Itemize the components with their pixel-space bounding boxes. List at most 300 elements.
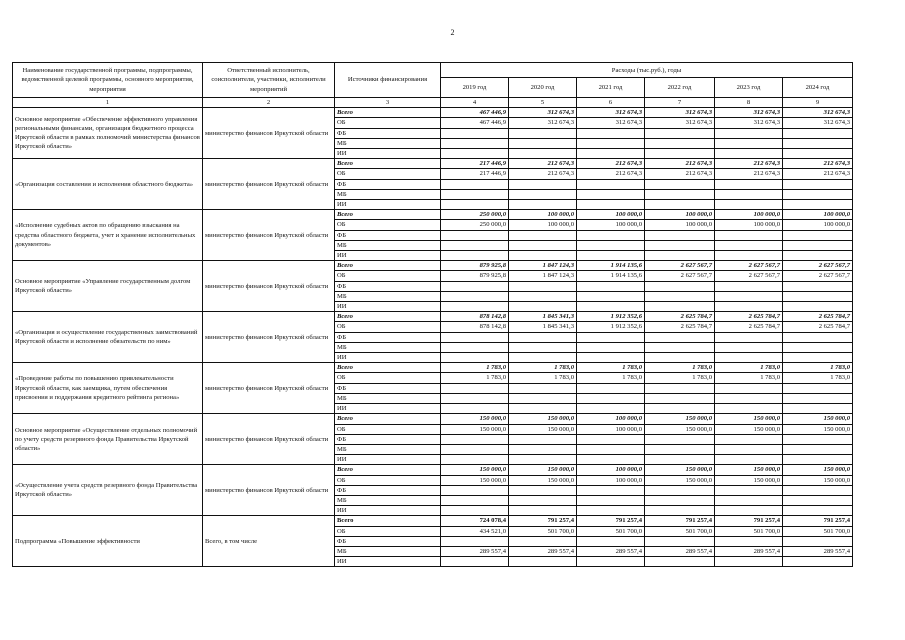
expense-value: 1 783,0 (577, 373, 645, 383)
funding-source: ИИ (335, 251, 441, 261)
expense-value (441, 444, 509, 454)
expense-value (645, 332, 715, 342)
expense-value: 150 000,0 (509, 465, 577, 475)
expense-value (509, 189, 577, 199)
expense-value (441, 557, 509, 567)
funding-source: ФБ (335, 281, 441, 291)
expense-value (577, 506, 645, 516)
expense-value: 212 674,3 (715, 169, 783, 179)
expense-value (509, 353, 577, 363)
funding-source: ИИ (335, 200, 441, 210)
subprogram-total-label: Всего, в том числе (203, 516, 335, 567)
expense-value: 1 783,0 (509, 373, 577, 383)
expense-value (577, 128, 645, 138)
table-row (13, 414, 853, 424)
expense-value: 212 674,3 (509, 159, 577, 169)
expense-value: 150 000,0 (645, 475, 715, 485)
expense-value (441, 240, 509, 250)
expense-value (645, 495, 715, 505)
expense-value: 791 257,4 (577, 516, 645, 526)
column-number: 4 (441, 98, 509, 108)
expense-value: 501 700,0 (577, 526, 645, 536)
expense-value: 212 674,3 (783, 169, 853, 179)
expense-value (783, 557, 853, 567)
responsible-executor: министерство финансов Иркутской области (203, 261, 335, 312)
expense-value (577, 495, 645, 505)
table-row (13, 210, 853, 220)
expense-value (715, 189, 783, 199)
expense-value: 150 000,0 (441, 424, 509, 434)
expense-value: 878 142,8 (441, 322, 509, 332)
expense-value (441, 455, 509, 465)
expense-value (441, 200, 509, 210)
expense-value (783, 138, 853, 148)
expense-value (715, 444, 783, 454)
funding-source: Всего (335, 465, 441, 475)
expense-value: 150 000,0 (715, 414, 783, 424)
expense-value: 212 674,3 (783, 159, 853, 169)
expense-value (441, 332, 509, 342)
header-year-2020: 2020 год (509, 78, 577, 98)
expense-value: 2 625 784,7 (783, 312, 853, 322)
expense-value (577, 353, 645, 363)
expense-value: 150 000,0 (509, 475, 577, 485)
header-row-1 (13, 63, 853, 78)
expense-value: 100 000,0 (645, 210, 715, 220)
header-column-numbers (13, 98, 853, 108)
header-year-2023: 2023 год (715, 78, 783, 98)
column-number: 7 (645, 98, 715, 108)
activity-name: Основное мероприятие «Осуществление отдельных полномочий по учету средств резервного фонда Правительства Иркутской области» (13, 414, 203, 465)
funding-source: ИИ (335, 302, 441, 312)
expense-value: 150 000,0 (715, 424, 783, 434)
responsible-executor: министерство финансов Иркутской области (203, 414, 335, 465)
expense-value (715, 179, 783, 189)
header-name: Наименование государственной программы, подпрограммы, ведомственной целевой программы, основного мероприятия, мероприятия (13, 63, 203, 98)
expense-value (509, 230, 577, 240)
expense-value (783, 444, 853, 454)
expense-value: 2 625 784,7 (715, 312, 783, 322)
funding-source: ИИ (335, 149, 441, 159)
expense-value: 312 674,3 (645, 118, 715, 128)
expense-value: 878 142,8 (441, 312, 509, 322)
expense-value (783, 189, 853, 199)
expense-value (645, 281, 715, 291)
expense-value (577, 200, 645, 210)
expense-value (715, 302, 783, 312)
expense-value: 467 446,9 (441, 118, 509, 128)
expense-value: 250 000,0 (441, 210, 509, 220)
expense-value (645, 230, 715, 240)
expense-value (441, 485, 509, 495)
expense-value: 150 000,0 (783, 424, 853, 434)
expense-value (441, 138, 509, 148)
expense-value (441, 149, 509, 159)
expense-value: 1 912 352,6 (577, 312, 645, 322)
expense-value (441, 495, 509, 505)
expense-value (715, 291, 783, 301)
expense-value: 150 000,0 (509, 414, 577, 424)
funding-source: МБ (335, 240, 441, 250)
expense-value: 150 000,0 (509, 424, 577, 434)
expense-value (441, 251, 509, 261)
column-number: 2 (203, 98, 335, 108)
expense-value (577, 434, 645, 444)
funding-source: ИИ (335, 506, 441, 516)
column-number: 8 (715, 98, 783, 108)
expense-value (441, 404, 509, 414)
funding-source: МБ (335, 342, 441, 352)
expense-value (441, 393, 509, 403)
expense-value (645, 557, 715, 567)
activity-name: Основное мероприятие «Управление государственным долгом Иркутской области» (13, 261, 203, 312)
expense-value (577, 342, 645, 352)
expense-value (783, 404, 853, 414)
expense-value: 100 000,0 (577, 210, 645, 220)
expense-value (441, 302, 509, 312)
expense-value (645, 455, 715, 465)
funding-source: ОБ (335, 424, 441, 434)
expense-value (509, 179, 577, 189)
funding-source: МБ (335, 189, 441, 199)
expense-value (509, 342, 577, 352)
expense-value: 1 912 352,6 (577, 322, 645, 332)
expense-value: 791 257,4 (645, 516, 715, 526)
expense-value: 100 000,0 (577, 424, 645, 434)
table-row (13, 516, 853, 526)
expense-value (441, 342, 509, 352)
expense-value (715, 230, 783, 240)
expense-value (783, 393, 853, 403)
funding-source: Всего (335, 261, 441, 271)
activity-name: «Организация составления и исполнения областного бюджета» (13, 159, 203, 210)
expense-value: 1 783,0 (577, 363, 645, 373)
expense-value: 312 674,3 (783, 118, 853, 128)
expense-value: 501 700,0 (715, 526, 783, 536)
funding-source: Всего (335, 363, 441, 373)
responsible-executor: министерство финансов Иркутской области (203, 363, 335, 414)
table-row (13, 159, 853, 169)
activity-name: Основное мероприятие «Обеспечение эффективного управления региональными финансами, организация бюджетного процесса Иркутской области в рамках полномочий министерства финансов Иркутской области» (13, 108, 203, 159)
expense-value (509, 251, 577, 261)
funding-source: Всего (335, 108, 441, 118)
expense-value (509, 485, 577, 495)
expense-value (509, 200, 577, 210)
page-number: 2 (450, 28, 455, 37)
expense-value (715, 138, 783, 148)
expense-value: 217 446,9 (441, 159, 509, 169)
expense-value: 1 783,0 (645, 363, 715, 373)
expense-value: 1 847 124,3 (509, 261, 577, 271)
expense-value (577, 251, 645, 261)
expense-value (645, 404, 715, 414)
expense-value (577, 557, 645, 567)
expense-value (645, 138, 715, 148)
expense-value (509, 495, 577, 505)
funding-source: ОБ (335, 475, 441, 485)
expense-value (645, 393, 715, 403)
expense-value (783, 281, 853, 291)
expense-value (509, 393, 577, 403)
expense-value (715, 332, 783, 342)
expense-value: 2 627 567,7 (715, 261, 783, 271)
expense-value (783, 342, 853, 352)
funding-source: ИИ (335, 557, 441, 567)
expense-value (645, 485, 715, 495)
expense-value (715, 434, 783, 444)
expense-value (715, 557, 783, 567)
funding-source: ОБ (335, 526, 441, 536)
expense-value (645, 128, 715, 138)
expense-value (715, 281, 783, 291)
expense-value (441, 179, 509, 189)
expense-value: 724 078,4 (441, 516, 509, 526)
expense-value: 289 557,4 (509, 546, 577, 556)
table-row (13, 312, 853, 322)
expense-value (783, 485, 853, 495)
funding-source: ОБ (335, 271, 441, 281)
funding-source: ФБ (335, 485, 441, 495)
expense-value: 501 700,0 (645, 526, 715, 536)
expense-value (577, 383, 645, 393)
expense-value: 217 446,9 (441, 169, 509, 179)
expense-value (645, 200, 715, 210)
header-year-2021: 2021 год (577, 78, 645, 98)
expense-value (441, 353, 509, 363)
column-number: 5 (509, 98, 577, 108)
expense-value: 150 000,0 (645, 414, 715, 424)
expense-value: 312 674,3 (715, 118, 783, 128)
expense-value: 1 783,0 (715, 363, 783, 373)
expense-value (509, 291, 577, 301)
expense-value: 289 557,4 (577, 546, 645, 556)
funding-source: ОБ (335, 322, 441, 332)
expense-value (645, 444, 715, 454)
expense-value (783, 434, 853, 444)
expense-value (715, 251, 783, 261)
expense-value: 2 627 567,7 (783, 271, 853, 281)
expense-value: 791 257,4 (509, 516, 577, 526)
expense-value (577, 240, 645, 250)
expense-value (783, 240, 853, 250)
expense-value: 150 000,0 (441, 475, 509, 485)
expense-value (509, 383, 577, 393)
header-year-2019: 2019 год (441, 78, 509, 98)
header-year-2022: 2022 год (645, 78, 715, 98)
expense-value (783, 200, 853, 210)
funding-source: ФБ (335, 179, 441, 189)
expense-value (783, 302, 853, 312)
subprogram-name: Подпрограмма «Повышение эффективности (13, 516, 203, 567)
expense-value: 289 557,4 (715, 546, 783, 556)
expense-value (441, 230, 509, 240)
expense-value: 467 446,9 (441, 108, 509, 118)
expense-value: 150 000,0 (783, 465, 853, 475)
expense-value: 100 000,0 (645, 220, 715, 230)
expense-value: 289 557,4 (645, 546, 715, 556)
header-year-2024: 2024 год (783, 78, 853, 98)
expense-value: 1 847 124,3 (509, 271, 577, 281)
expense-value (509, 128, 577, 138)
expense-value: 100 000,0 (577, 475, 645, 485)
expense-value: 250 000,0 (441, 220, 509, 230)
expense-value (783, 383, 853, 393)
expense-value: 150 000,0 (441, 465, 509, 475)
expense-value (715, 240, 783, 250)
funding-source: МБ (335, 138, 441, 148)
expense-value (577, 404, 645, 414)
expense-value: 212 674,3 (645, 159, 715, 169)
expense-value (715, 128, 783, 138)
expense-value (715, 149, 783, 159)
expense-value: 212 674,3 (715, 159, 783, 169)
expense-value (577, 179, 645, 189)
expense-value: 312 674,3 (577, 108, 645, 118)
table-row (13, 363, 853, 373)
expense-value: 289 557,4 (441, 546, 509, 556)
budget-body (13, 108, 853, 567)
expense-value (441, 291, 509, 301)
funding-source: ОБ (335, 169, 441, 179)
expense-value (509, 404, 577, 414)
funding-source: ФБ (335, 434, 441, 444)
funding-source: ФБ (335, 332, 441, 342)
expense-value (509, 506, 577, 516)
expense-value: 1 845 341,3 (509, 312, 577, 322)
responsible-executor: министерство финансов Иркутской области (203, 210, 335, 261)
expense-value: 791 257,4 (783, 516, 853, 526)
funding-source: МБ (335, 444, 441, 454)
expense-value (645, 179, 715, 189)
expense-value: 1 783,0 (509, 363, 577, 373)
expense-value: 100 000,0 (577, 220, 645, 230)
expense-value: 100 000,0 (509, 220, 577, 230)
expense-value: 100 000,0 (577, 414, 645, 424)
expense-value (645, 536, 715, 546)
expense-value (783, 251, 853, 261)
expense-value (577, 189, 645, 199)
expense-value: 312 674,3 (509, 118, 577, 128)
table-row (13, 108, 853, 118)
expense-value: 150 000,0 (645, 424, 715, 434)
expense-value (783, 506, 853, 516)
expense-value: 100 000,0 (783, 220, 853, 230)
expense-value (783, 353, 853, 363)
responsible-executor: министерство финансов Иркутской области (203, 159, 335, 210)
expense-value (783, 332, 853, 342)
expense-value (783, 495, 853, 505)
expense-value (715, 393, 783, 403)
expense-value (509, 455, 577, 465)
expense-value (577, 393, 645, 403)
activity-name: «Исполнение судебных актов по обращению взыскания на средства областного бюджета, учет и хранение исполнительных документов» (13, 210, 203, 261)
expense-value (509, 240, 577, 250)
expense-value (715, 383, 783, 393)
funding-source: ОБ (335, 373, 441, 383)
expense-value: 1 845 341,3 (509, 322, 577, 332)
expense-value (783, 230, 853, 240)
expense-value: 312 674,3 (577, 118, 645, 128)
expense-value (715, 485, 783, 495)
table-row (13, 465, 853, 475)
funding-source: Всего (335, 312, 441, 322)
expense-value (509, 557, 577, 567)
expense-value: 312 674,3 (715, 108, 783, 118)
expense-value (783, 291, 853, 301)
funding-source: ОБ (335, 118, 441, 128)
expense-value (645, 149, 715, 159)
expense-value: 150 000,0 (715, 465, 783, 475)
expense-value (783, 179, 853, 189)
expense-value (783, 536, 853, 546)
expense-value (577, 455, 645, 465)
expense-value: 1 914 135,6 (577, 261, 645, 271)
expense-value (715, 200, 783, 210)
expense-value (715, 495, 783, 505)
expense-value: 312 674,3 (509, 108, 577, 118)
expense-value: 312 674,3 (783, 108, 853, 118)
expense-value: 1 914 135,6 (577, 271, 645, 281)
column-number: 6 (577, 98, 645, 108)
column-number: 1 (13, 98, 203, 108)
responsible-executor: министерство финансов Иркутской области (203, 108, 335, 159)
expense-value: 791 257,4 (715, 516, 783, 526)
expense-value (509, 332, 577, 342)
expense-value (645, 291, 715, 301)
expense-value (645, 434, 715, 444)
expense-value (645, 342, 715, 352)
expense-value (441, 383, 509, 393)
table-row (13, 261, 853, 271)
expense-value: 212 674,3 (577, 159, 645, 169)
expense-value (645, 383, 715, 393)
expense-value: 150 000,0 (783, 414, 853, 424)
expense-value (645, 506, 715, 516)
expense-value (441, 128, 509, 138)
funding-source: ФБ (335, 230, 441, 240)
expense-value (509, 138, 577, 148)
expense-value: 1 783,0 (783, 373, 853, 383)
header-responsible: Ответственный исполнитель, соисполнители, участники, исполнители мероприятий (203, 63, 335, 98)
expense-value (577, 536, 645, 546)
expense-value: 100 000,0 (577, 465, 645, 475)
funding-source: МБ (335, 393, 441, 403)
expense-value: 2 625 784,7 (645, 322, 715, 332)
expense-value (441, 434, 509, 444)
header-sources: Источники финансирования (335, 63, 441, 98)
expense-value (645, 251, 715, 261)
expense-value: 150 000,0 (783, 475, 853, 485)
expense-value (783, 149, 853, 159)
column-number: 9 (783, 98, 853, 108)
funding-source: ОБ (335, 220, 441, 230)
expense-value: 150 000,0 (715, 475, 783, 485)
funding-source: Всего (335, 516, 441, 526)
expense-value: 1 783,0 (441, 373, 509, 383)
expense-value: 150 000,0 (441, 414, 509, 424)
expense-value (715, 506, 783, 516)
expense-value: 1 783,0 (783, 363, 853, 373)
funding-source: ФБ (335, 383, 441, 393)
expense-value (645, 240, 715, 250)
expense-value: 100 000,0 (715, 220, 783, 230)
expense-value (645, 302, 715, 312)
expense-value (645, 189, 715, 199)
expense-value (577, 291, 645, 301)
expense-value: 312 674,3 (645, 108, 715, 118)
expense-value (441, 281, 509, 291)
funding-source: Всего (335, 414, 441, 424)
